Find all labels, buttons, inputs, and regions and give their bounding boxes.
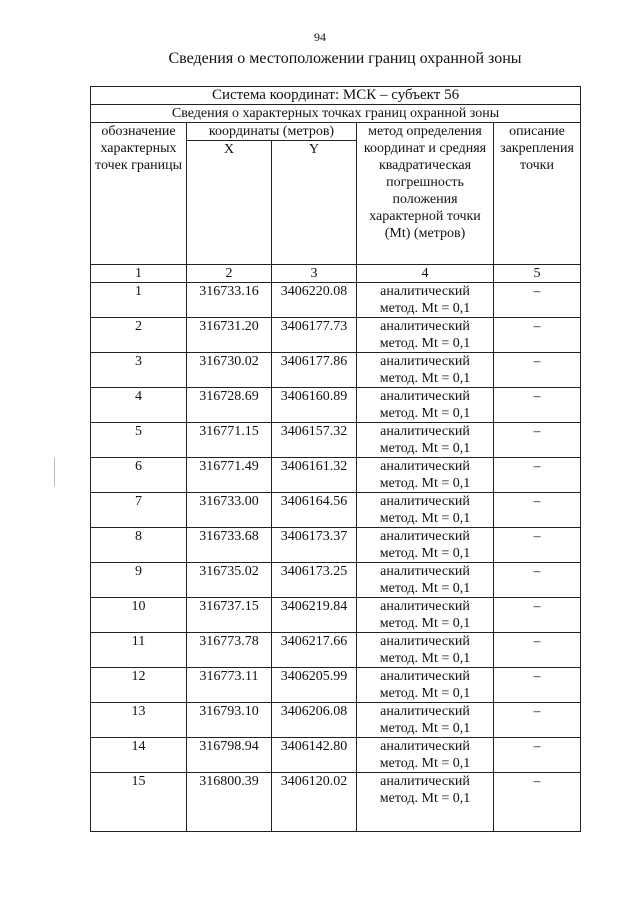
method-line-1: аналитический xyxy=(380,564,470,579)
method-line-1: аналитический xyxy=(380,424,470,439)
x-coordinate-cell: 316737.15 xyxy=(187,598,272,633)
y-coordinate-cell: 3406161.32 xyxy=(272,458,357,493)
y-coordinate-cell: 3406177.86 xyxy=(272,353,357,388)
method-line-1: аналитический xyxy=(380,774,470,789)
column-header-coordinates: координаты (метров) xyxy=(187,123,357,141)
description-cell: – xyxy=(494,773,581,832)
column-number: 2 xyxy=(187,265,272,283)
method-cell xyxy=(357,668,494,703)
x-coordinate-cell: 316771.15 xyxy=(187,423,272,458)
description-cell: – xyxy=(494,633,581,668)
point-number-cell: 13 xyxy=(91,703,187,738)
method-line-1: аналитический xyxy=(380,284,470,299)
x-coordinate-cell: 316728.69 xyxy=(187,388,272,423)
method-line-1: аналитический xyxy=(380,354,470,369)
method-cell xyxy=(357,528,494,563)
method-line-2: метод. Mt = 0,1 xyxy=(379,721,471,736)
point-number-cell: 9 xyxy=(91,563,187,598)
y-coordinate-cell: 3406120.02 xyxy=(272,773,357,832)
column-header-designation: обозначение характерных точек границы xyxy=(91,123,187,265)
points-info-row xyxy=(91,105,581,123)
point-number-cell: 4 xyxy=(91,388,187,423)
x-coordinate-cell: 316730.02 xyxy=(187,353,272,388)
description-cell: – xyxy=(494,423,581,458)
description-cell: – xyxy=(494,668,581,703)
method-cell xyxy=(357,493,494,528)
method-cell xyxy=(357,598,494,633)
method-line-1: аналитический xyxy=(380,319,470,334)
method-line-2: метод. Mt = 0,1 xyxy=(379,476,471,491)
x-coordinate-cell: 316773.78 xyxy=(187,633,272,668)
x-coordinate-cell: 316733.16 xyxy=(187,283,272,318)
description-cell: – xyxy=(494,458,581,493)
method-line-1: аналитический xyxy=(380,389,470,404)
method-line-1: аналитический xyxy=(380,599,470,614)
y-coordinate-cell: 3406173.37 xyxy=(272,528,357,563)
point-number-cell: 1 xyxy=(91,283,187,318)
column-header-y: Y xyxy=(272,141,357,265)
method-line-2: метод. Mt = 0,1 xyxy=(379,406,471,421)
method-line-2: метод. Mt = 0,1 xyxy=(379,581,471,596)
y-coordinate-cell: 3406217.66 xyxy=(272,633,357,668)
description-cell: – xyxy=(494,493,581,528)
description-cell: – xyxy=(494,283,581,318)
description-cell: – xyxy=(494,528,581,563)
column-number: 1 xyxy=(91,265,187,283)
table-row xyxy=(91,703,581,738)
x-coordinate-cell: 316798.94 xyxy=(187,738,272,773)
y-coordinate-cell: 3406160.89 xyxy=(272,388,357,423)
method-line-2: метод. Mt = 0,1 xyxy=(379,371,471,386)
method-line-2: метод. Mt = 0,1 xyxy=(379,616,471,631)
y-coordinate-cell: 3406164.56 xyxy=(272,493,357,528)
point-number-cell: 6 xyxy=(91,458,187,493)
method-line-2: метод. Mt = 0,1 xyxy=(379,336,471,351)
table-row xyxy=(91,598,581,633)
description-cell: – xyxy=(494,738,581,773)
point-number-cell: 12 xyxy=(91,668,187,703)
point-number-cell: 5 xyxy=(91,423,187,458)
method-line-1: аналитический xyxy=(380,739,470,754)
table-row xyxy=(91,493,581,528)
table-row xyxy=(91,423,581,458)
page-number: 94 xyxy=(314,30,326,44)
method-line-1: аналитический xyxy=(380,459,470,474)
method-line-2: метод. Mt = 0,1 xyxy=(379,686,471,701)
description-cell: – xyxy=(494,703,581,738)
description-cell: – xyxy=(494,388,581,423)
boundary-points-table xyxy=(90,86,581,832)
y-coordinate-cell: 3406219.84 xyxy=(272,598,357,633)
table-row xyxy=(91,563,581,598)
method-line-1: аналитический xyxy=(380,634,470,649)
x-coordinate-cell: 316733.00 xyxy=(187,493,272,528)
method-line-2: метод. Mt = 0,1 xyxy=(379,546,471,561)
method-line-2: метод. Mt = 0,1 xyxy=(379,756,471,771)
document-title: Сведения о местоположении границ охранной зоны xyxy=(168,50,522,67)
table-row xyxy=(91,633,581,668)
method-line-1: аналитический xyxy=(380,529,470,544)
x-coordinate-cell: 316733.68 xyxy=(187,528,272,563)
method-cell xyxy=(357,423,494,458)
description-cell: – xyxy=(494,318,581,353)
x-coordinate-cell: 316800.39 xyxy=(187,773,272,832)
method-cell xyxy=(357,318,494,353)
y-coordinate-cell: 3406173.25 xyxy=(272,563,357,598)
point-number-cell: 3 xyxy=(91,353,187,388)
table-row xyxy=(91,773,581,832)
margin-mark xyxy=(54,458,55,486)
point-number-cell: 7 xyxy=(91,493,187,528)
column-number: 5 xyxy=(494,265,581,283)
table-row xyxy=(91,388,581,423)
x-coordinate-cell: 316735.02 xyxy=(187,563,272,598)
method-line-2: метод. Mt = 0,1 xyxy=(379,791,471,806)
y-coordinate-cell: 3406220.08 xyxy=(272,283,357,318)
method-cell xyxy=(357,703,494,738)
table-row xyxy=(91,283,581,318)
point-number-cell: 10 xyxy=(91,598,187,633)
table-row xyxy=(91,458,581,493)
table-row xyxy=(91,353,581,388)
table-row xyxy=(91,318,581,353)
point-number-cell: 15 xyxy=(91,773,187,832)
method-cell xyxy=(357,773,494,832)
x-coordinate-cell: 316771.49 xyxy=(187,458,272,493)
point-number-cell: 11 xyxy=(91,633,187,668)
x-coordinate-cell: 316731.20 xyxy=(187,318,272,353)
description-cell: – xyxy=(494,563,581,598)
y-coordinate-cell: 3406206.08 xyxy=(272,703,357,738)
method-cell xyxy=(357,633,494,668)
coordinate-system-row xyxy=(91,87,581,105)
table-body xyxy=(91,87,581,832)
method-cell xyxy=(357,388,494,423)
column-header-row xyxy=(91,123,581,141)
table-row xyxy=(91,668,581,703)
method-line-2: метод. Mt = 0,1 xyxy=(379,651,471,666)
method-cell xyxy=(357,458,494,493)
point-number-cell: 2 xyxy=(91,318,187,353)
column-number-row xyxy=(91,265,581,283)
description-cell: – xyxy=(494,353,581,388)
description-cell: – xyxy=(494,598,581,633)
method-line-2: метод. Mt = 0,1 xyxy=(379,511,471,526)
column-header-x: X xyxy=(187,141,272,265)
column-header-description: описание закрепления точки xyxy=(494,123,581,265)
column-number: 3 xyxy=(272,265,357,283)
table-row xyxy=(91,738,581,773)
table-row xyxy=(91,528,581,563)
x-coordinate-cell: 316773.11 xyxy=(187,668,272,703)
points-info-header: Сведения о характерных точках границ охранной зоны xyxy=(91,105,581,123)
y-coordinate-cell: 3406157.32 xyxy=(272,423,357,458)
y-coordinate-cell: 3406142.80 xyxy=(272,738,357,773)
method-line-2: метод. Mt = 0,1 xyxy=(379,301,471,316)
x-coordinate-cell: 316793.10 xyxy=(187,703,272,738)
method-line-1: аналитический xyxy=(380,669,470,684)
y-coordinate-cell: 3406205.99 xyxy=(272,668,357,703)
y-coordinate-cell: 3406177.73 xyxy=(272,318,357,353)
coordinate-system-header: Система координат: МСК – субъект 56 xyxy=(91,87,581,105)
method-line-1: аналитический xyxy=(380,494,470,509)
method-line-2: метод. Mt = 0,1 xyxy=(379,441,471,456)
column-header-method: метод определения координат и средняя квадратическая погрешность положения характерной точки (Mt) (метров) xyxy=(357,123,494,265)
method-cell xyxy=(357,563,494,598)
method-cell xyxy=(357,353,494,388)
method-line-1: аналитический xyxy=(380,704,470,719)
method-cell xyxy=(357,283,494,318)
point-number-cell: 14 xyxy=(91,738,187,773)
point-number-cell: 8 xyxy=(91,528,187,563)
column-number: 4 xyxy=(357,265,494,283)
method-cell xyxy=(357,738,494,773)
